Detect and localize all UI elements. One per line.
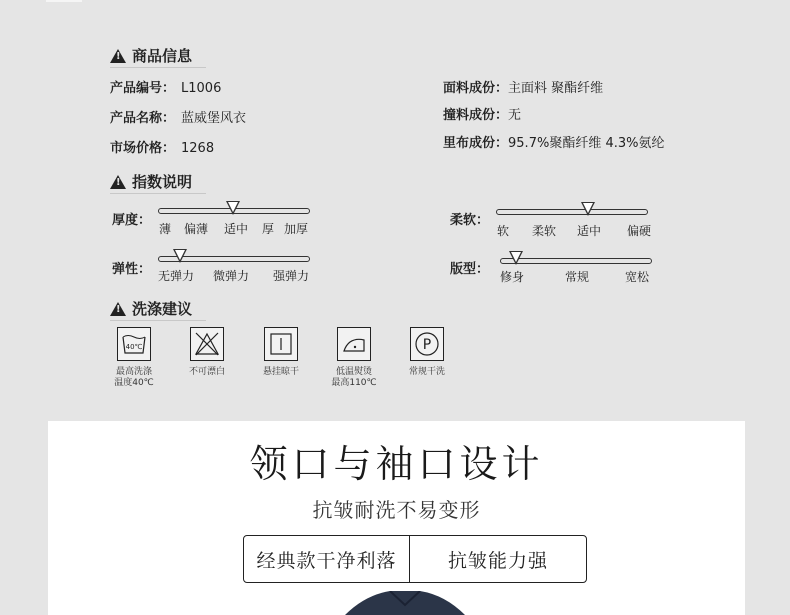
softness-tick: 适中 bbox=[577, 224, 602, 238]
product-price: 市场价格： 1268 bbox=[110, 141, 215, 156]
warning-icon bbox=[110, 175, 126, 189]
softness-tick: 偏硬 bbox=[627, 224, 652, 238]
feature-tags bbox=[243, 535, 587, 583]
section-product-info bbox=[110, 45, 192, 66]
section-title: 洗涤建议 bbox=[132, 300, 193, 318]
top-divider bbox=[46, 0, 82, 2]
softness-track bbox=[496, 209, 648, 215]
fit-tick: 常规 bbox=[565, 270, 590, 284]
hang-dry-icon bbox=[264, 327, 298, 361]
fit-tick: 修身 bbox=[500, 270, 525, 284]
softness-label: 柔软： bbox=[450, 213, 490, 228]
elasticity-tick: 强弹力 bbox=[273, 269, 310, 283]
care-caption: 最高洗涤 温度40℃ bbox=[114, 367, 154, 388]
feature-tag: 经典款干净利落 bbox=[244, 536, 410, 582]
section-title: 指数说明 bbox=[132, 173, 193, 191]
no-bleach-icon bbox=[190, 327, 224, 361]
section-underline bbox=[110, 193, 206, 194]
softness-tick: 柔软 bbox=[532, 224, 557, 238]
care-caption: 低温熨烫 最高110℃ bbox=[331, 367, 377, 388]
product-code: 产品编号： L1006 bbox=[110, 81, 222, 96]
section-wash-advice bbox=[110, 298, 192, 319]
product-name: 产品名称： 蓝威堡风衣 bbox=[110, 111, 247, 126]
section-index-desc bbox=[110, 171, 192, 192]
design-panel bbox=[48, 421, 745, 615]
thickness-tick: 适中 bbox=[224, 222, 249, 236]
fit-thumb bbox=[509, 251, 523, 265]
feature-tag: 抗皱能力强 bbox=[447, 549, 548, 572]
thickness-tick: 偏薄 bbox=[184, 222, 209, 236]
svg-text:P: P bbox=[422, 337, 432, 353]
thickness-thumb bbox=[226, 201, 240, 215]
care-caption: 不可漂白 bbox=[188, 367, 225, 377]
softness-tick: 软 bbox=[497, 224, 510, 238]
fit-tick: 宽松 bbox=[625, 270, 650, 284]
section-title: 商品信息 bbox=[132, 47, 193, 65]
elasticity-tick: 微弹力 bbox=[213, 269, 250, 283]
care-caption: 常规干洗 bbox=[408, 367, 445, 377]
thickness-tick: 薄 bbox=[159, 222, 172, 236]
care-caption: 悬挂晾干 bbox=[262, 367, 299, 377]
contrast-composition: 撞料成份：无 bbox=[443, 108, 522, 123]
fabric-composition: 面料成份：主面料 聚酯纤维 bbox=[443, 81, 604, 96]
design-title: 领口与袖口设计 bbox=[249, 442, 544, 486]
design-subtitle: 抗皱耐洗不易变形 bbox=[312, 498, 481, 522]
svg-text:40℃: 40℃ bbox=[125, 343, 143, 351]
care-item-hang-dry bbox=[245, 327, 317, 378]
section-underline bbox=[110, 320, 206, 321]
warning-icon bbox=[110, 302, 126, 316]
wash-40-icon bbox=[117, 327, 151, 361]
warning-icon bbox=[110, 49, 126, 63]
elasticity-thumb bbox=[173, 249, 187, 263]
elasticity-label: 弹性： bbox=[112, 262, 152, 277]
care-item-low-iron bbox=[318, 327, 390, 389]
care-item-dry-clean bbox=[391, 327, 463, 378]
thickness-label: 厚度： bbox=[112, 213, 152, 228]
garment-collar-image bbox=[335, 591, 475, 615]
thickness-tick: 厚 bbox=[262, 222, 275, 236]
dry-clean-p-icon bbox=[410, 327, 444, 361]
thickness-tick: 加厚 bbox=[284, 222, 309, 236]
fit-label: 版型： bbox=[450, 262, 490, 277]
elasticity-tick: 无弹力 bbox=[158, 269, 195, 283]
lining-composition: 里布成份：95.7%聚酯纤维 4.3%氨纶 bbox=[443, 136, 665, 151]
low-iron-icon bbox=[337, 327, 371, 361]
softness-thumb bbox=[581, 202, 595, 216]
section-underline bbox=[110, 67, 206, 68]
care-item-wash bbox=[98, 327, 170, 389]
care-item-no-bleach bbox=[171, 327, 243, 378]
